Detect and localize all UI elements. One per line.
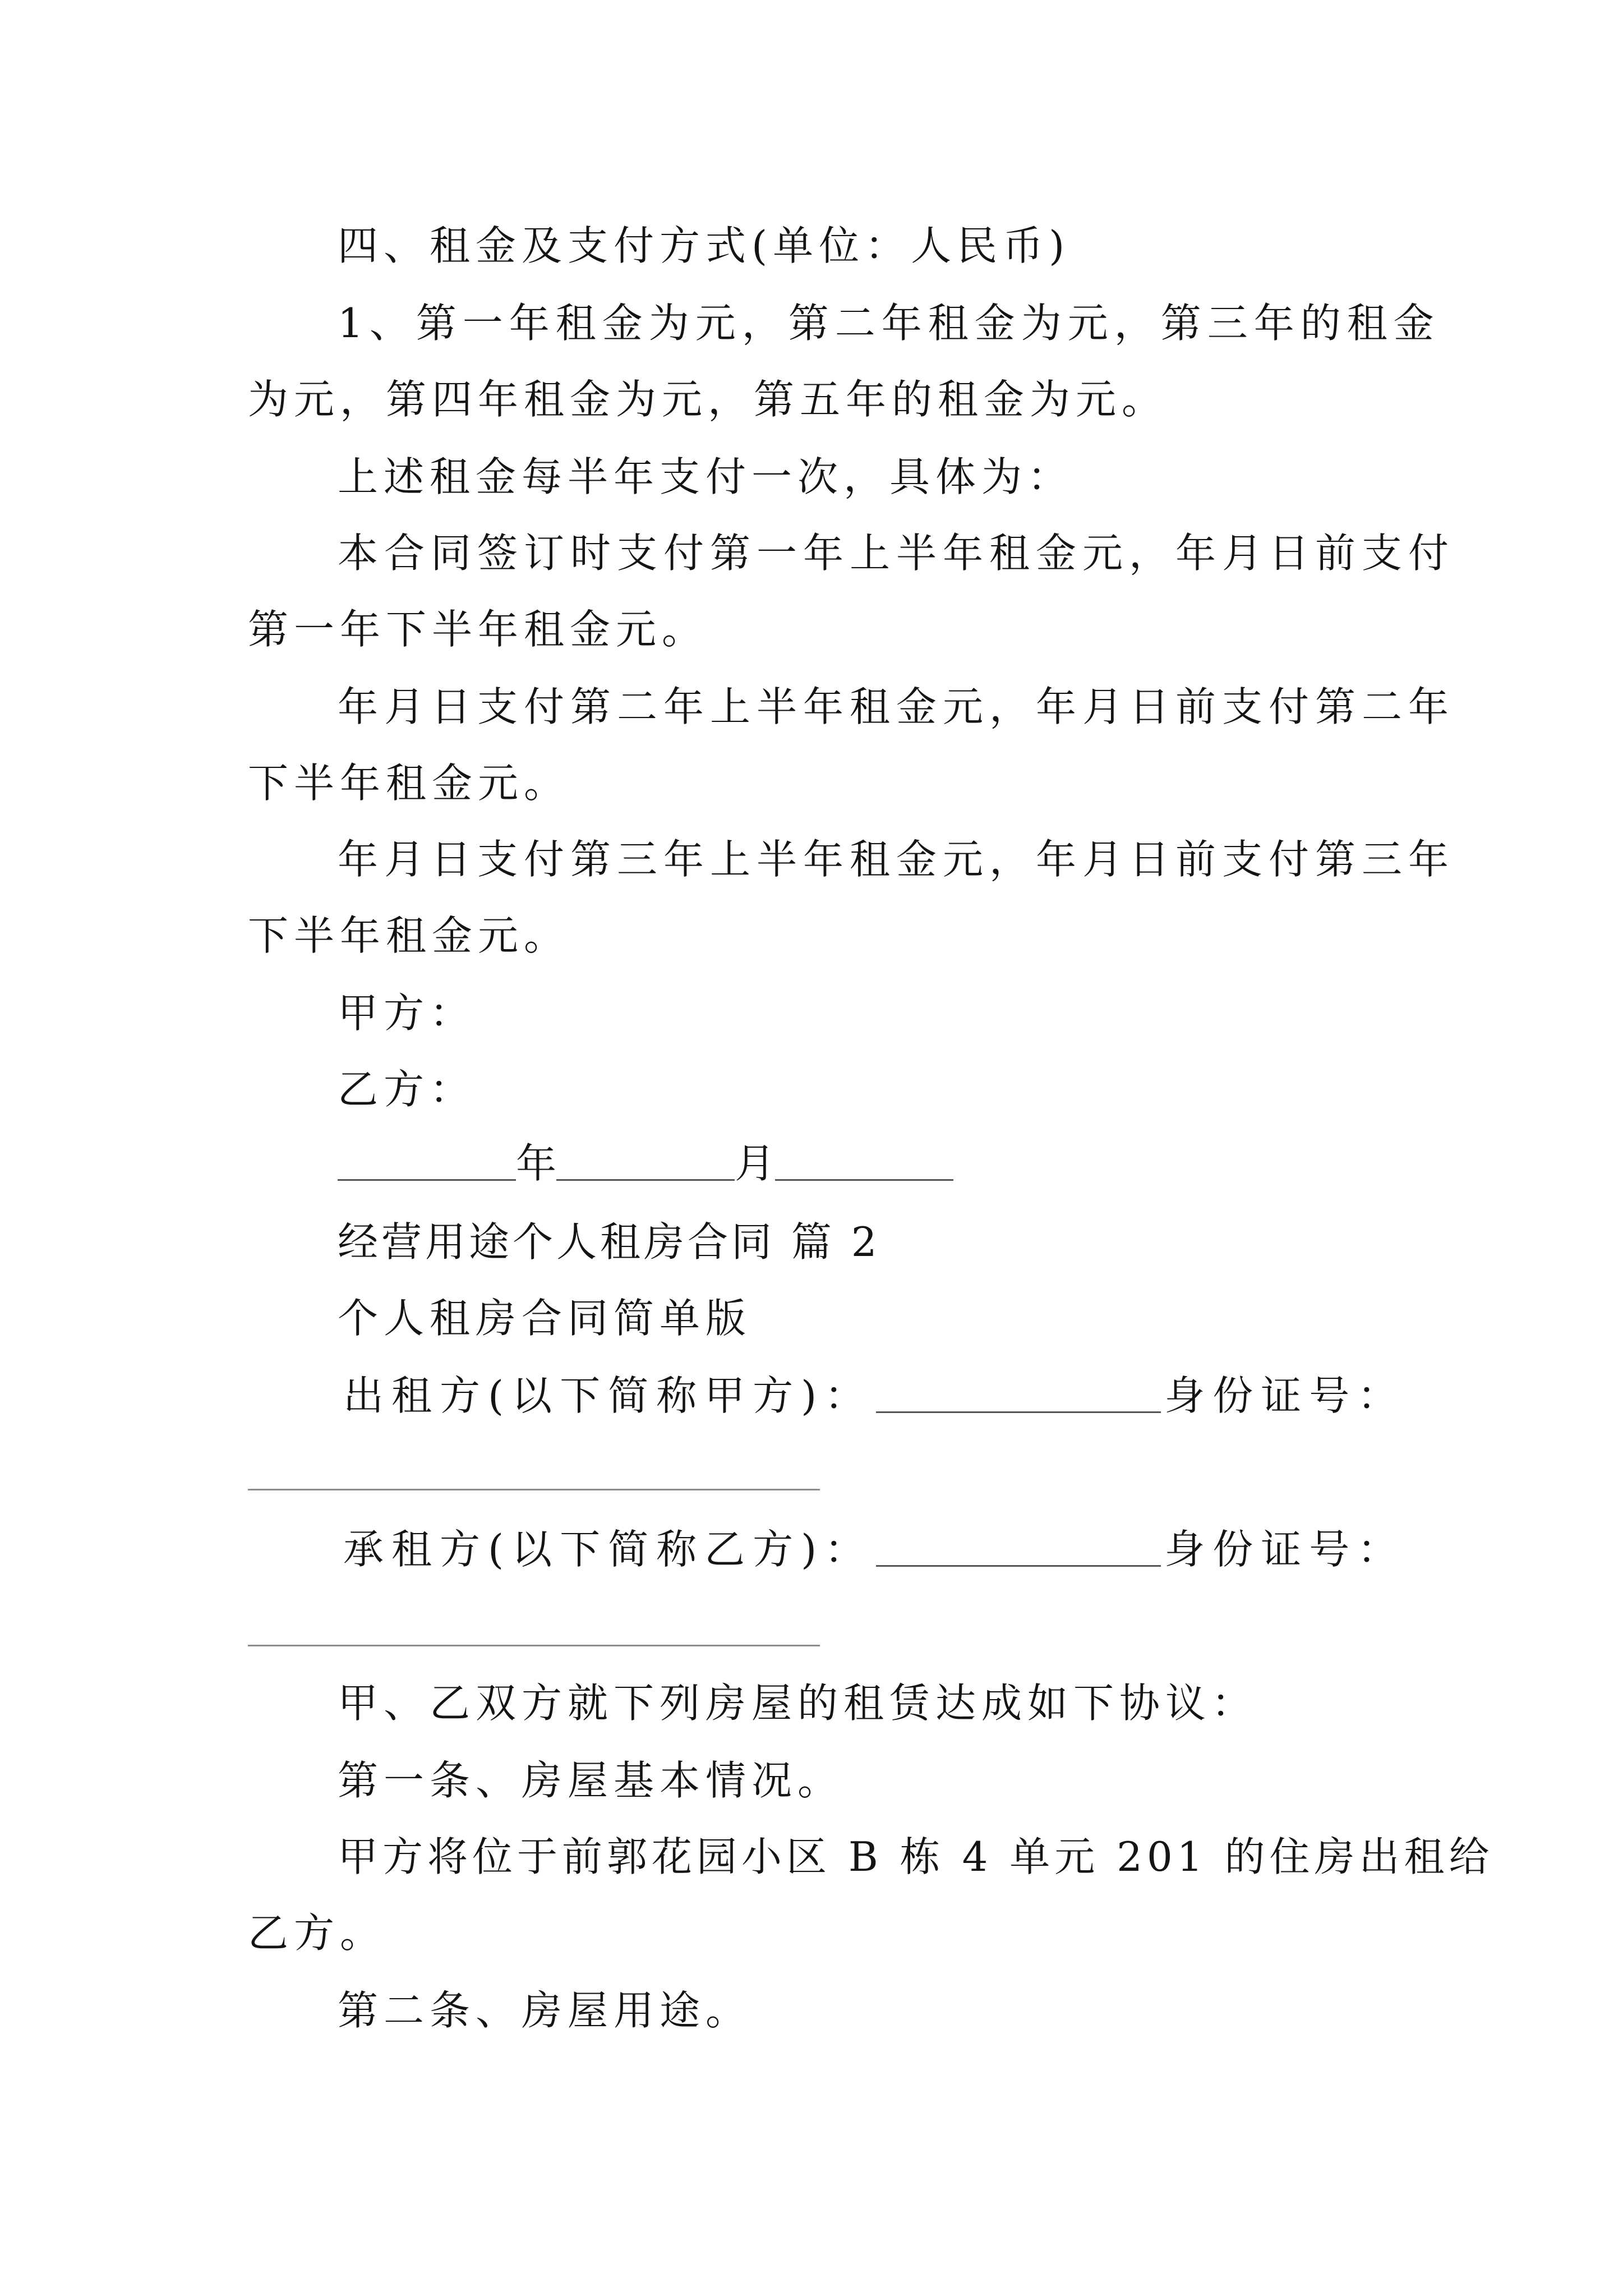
lessor-line bbox=[343, 1370, 1406, 1421]
paragraph-line: 为元，第四年租金为元，第五年的租金为元。 bbox=[248, 376, 1168, 423]
paragraph-line: 本合同签订时支付第一年上半年租金元，年月日前支付 bbox=[338, 530, 1455, 577]
paragraph-line: 年月日支付第二年上半年租金元，年月日前支付第二年 bbox=[338, 683, 1455, 730]
date-year-label: 年 bbox=[516, 1140, 557, 1187]
date-day-blank bbox=[775, 1138, 953, 1181]
lessor-label: 出租方(以下简称甲方)： bbox=[343, 1372, 873, 1419]
date-month-label: 月 bbox=[735, 1140, 776, 1187]
contract-subtitle: 个人租房合同简单版 bbox=[338, 1295, 752, 1342]
paragraph-line: 1、第一年租金为元，第二年租金为元，第三年的租金 bbox=[338, 300, 1440, 347]
date-year-blank bbox=[338, 1138, 516, 1181]
lessee-label: 承租方(以下简称乙方)： bbox=[343, 1526, 873, 1573]
lessee-id-blank bbox=[248, 1645, 820, 1646]
lessor-id-label: 身份证号： bbox=[1164, 1372, 1406, 1419]
lessor-id-blank bbox=[248, 1489, 820, 1490]
paragraph-line: 下半年租金元。 bbox=[248, 760, 570, 807]
date-month-blank bbox=[556, 1138, 735, 1181]
paragraph-line: 甲方将位于前郭花园小区 B 栋 4 单元 201 的住房出租给 bbox=[338, 1833, 1494, 1880]
party-b-label: 乙方： bbox=[338, 1066, 476, 1113]
paragraph-line: 乙方。 bbox=[248, 1910, 386, 1957]
lessee-name-blank bbox=[876, 1524, 1161, 1567]
lessee-line bbox=[343, 1524, 1406, 1575]
signature-date-row bbox=[338, 1138, 953, 1189]
section-heading: 四、租金及支付方式(单位：人民币) bbox=[338, 222, 1071, 269]
paragraph-line: 年月日支付第三年上半年租金元，年月日前支付第三年 bbox=[338, 836, 1455, 883]
paragraph-line: 下半年租金元。 bbox=[248, 912, 570, 959]
agreement-intro: 甲、乙双方就下列房屋的租赁达成如下协议： bbox=[338, 1680, 1258, 1727]
paragraph-line: 第一年下半年租金元。 bbox=[248, 606, 708, 653]
lessee-id-label: 身份证号： bbox=[1164, 1526, 1406, 1573]
party-a-label: 甲方： bbox=[338, 990, 476, 1037]
paragraph-line: 上述租金每半年支付一次，具体为： bbox=[338, 453, 1074, 500]
contract-title: 经营用途个人租房合同 篇 2 bbox=[338, 1218, 880, 1266]
article-title: 第二条、房屋用途。 bbox=[338, 1987, 752, 2034]
lessor-name-blank bbox=[876, 1370, 1161, 1413]
article-title: 第一条、房屋基本情况。 bbox=[338, 1757, 844, 1804]
